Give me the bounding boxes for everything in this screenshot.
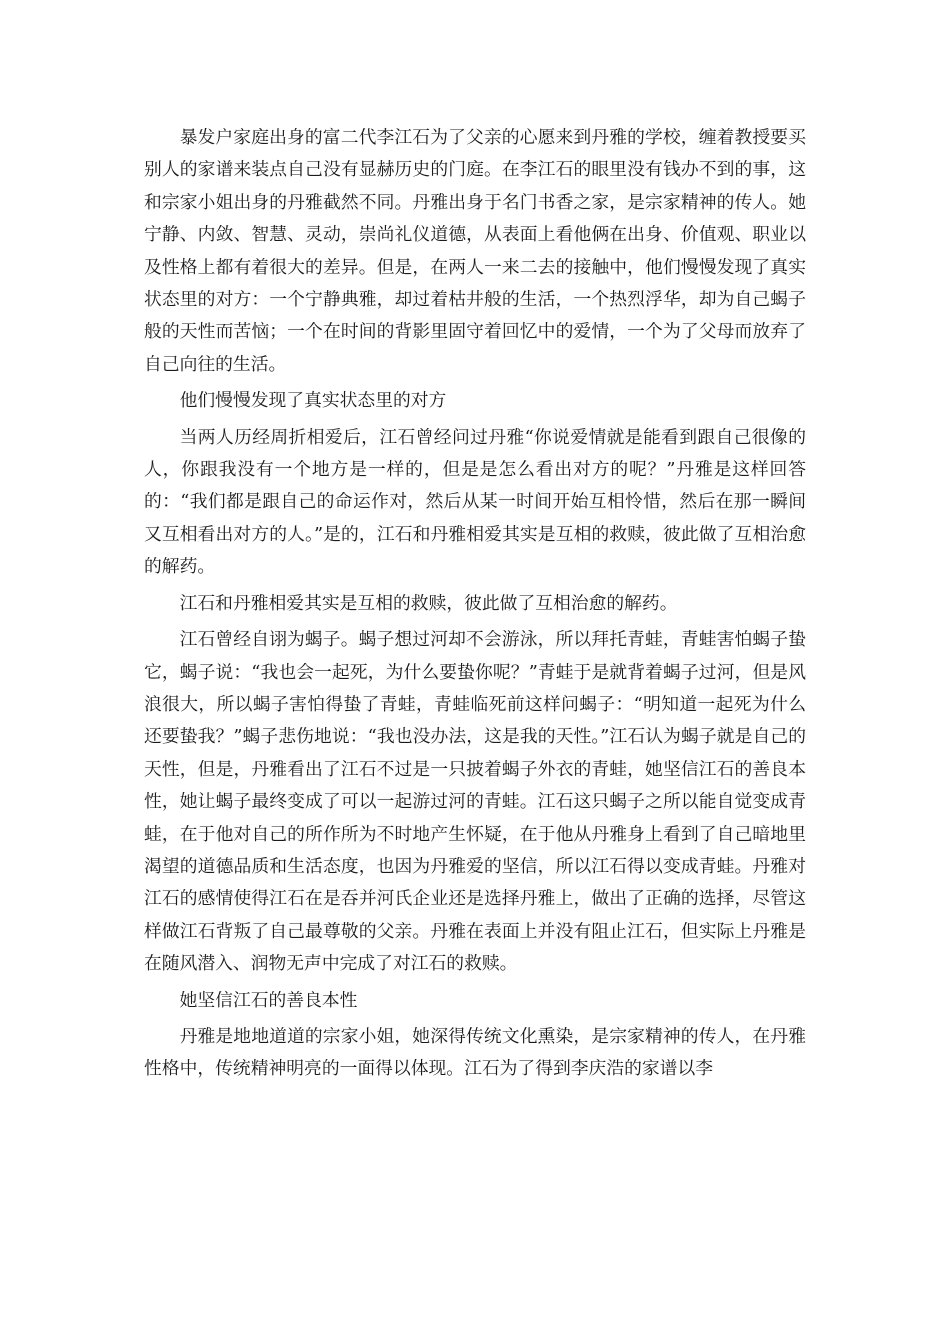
subheading-redemption: 江石和丹雅相爱其实是互相的救赎，彼此做了互相治愈的解药。: [179, 592, 678, 614]
paragraph-scorpion-frog: 江石曾经自诩为蝎子。蝎子想过河却不会游泳，所以拜托青蛙，青蛙害怕蝎子蛰它，蝎子说：“我也会一起死，为什么要蛰你呢？”青蛙于是就背着蝎子过河，但是风浪很大，所以蝎子害怕得蛰了青蛙，青蛙临死前这样问蝎子：“明知道一起死为什么还要蛰我？”蝎子悲伤地说：“我也没办法，这是我的天性。”江石认为蝎子就是自己的天性，但是，丹雅看出了江石不过是一只披着蝎子外衣的青蛙，她坚信江石的善良本性，她让蝎子最终变成了可以一起游过河的青蛙。江石这只蝎子之所以能自觉变成青蛙，在于他对自己的所作所为不时地产生怀疑，在于他从丹雅身上看到了自己暗地里渴望的道德品质和生活态度，也因为丹雅爱的坚信，所以江石得以变成青蛙。丹雅对江石的感情使得江石在是吞并河氏企业还是选择丹雅上，做出了正确的选择，尽管这样做江石背叛了自己最尊敬的父亲。丹雅在表面上并没有阻止江石，但实际上丹雅是在随风潜入、润物无声中完成了对江石的救赎。: [144, 629, 806, 975]
paragraph-tradition: 丹雅是地地道道的宗家小姐，她深得传统文化熏染，是宗家精神的传人，在丹雅性格中，传统精神明亮的一面得以体现。江石为了得到李庆浩的家谱以李: [144, 1025, 806, 1080]
paragraph-intro: 暴发户家庭出身的富二代李江石为了父亲的心愿来到丹雅的学校，缠着教授要买别人的家谱来装点自己没有显赫历史的门庭。在李江石的眼里没有钱办不到的事，这和宗家小姐出身的丹雅截然不同。丹雅出身于名门书香之家，是宗家精神的传人。她宁静、内敛、智慧、灵动，崇尚礼仪道德，从表面上看他俩在出身、价值观、职业以及性格上都有着很大的差异。但是，在两人一来二去的接触中，他们慢慢发现了真实状态里的对方：一个宁静典雅，却过着枯井般的生活，一个热烈浮华，却为自己蝎子般的天性而苦恼；一个在时间的背影里固守着回忆中的爱情，一个为了父母而放弃了自己向往的生活。: [144, 127, 806, 375]
subheading-discover: 他们慢慢发现了真实状态里的对方: [179, 390, 447, 412]
subheading-kindness: 她坚信江石的善良本性: [179, 989, 358, 1011]
paragraph-love-question: 当两人历经周折相爱后，江石曾经问过丹雅“你说爱情就是能看到跟自己很像的人，你跟我没有一个地方是一样的，但是是怎么看出对方的呢？”丹雅是这样回答的：“我们都是跟自己的命运作对，然后从某一时间开始互相怜惜，然后在那一瞬间又互相看出对方的人。”是的，江石和丹雅相爱其实是互相的救赎，彼此做了互相治愈的解药。: [144, 426, 806, 578]
document-body: [144, 122, 806, 1086]
